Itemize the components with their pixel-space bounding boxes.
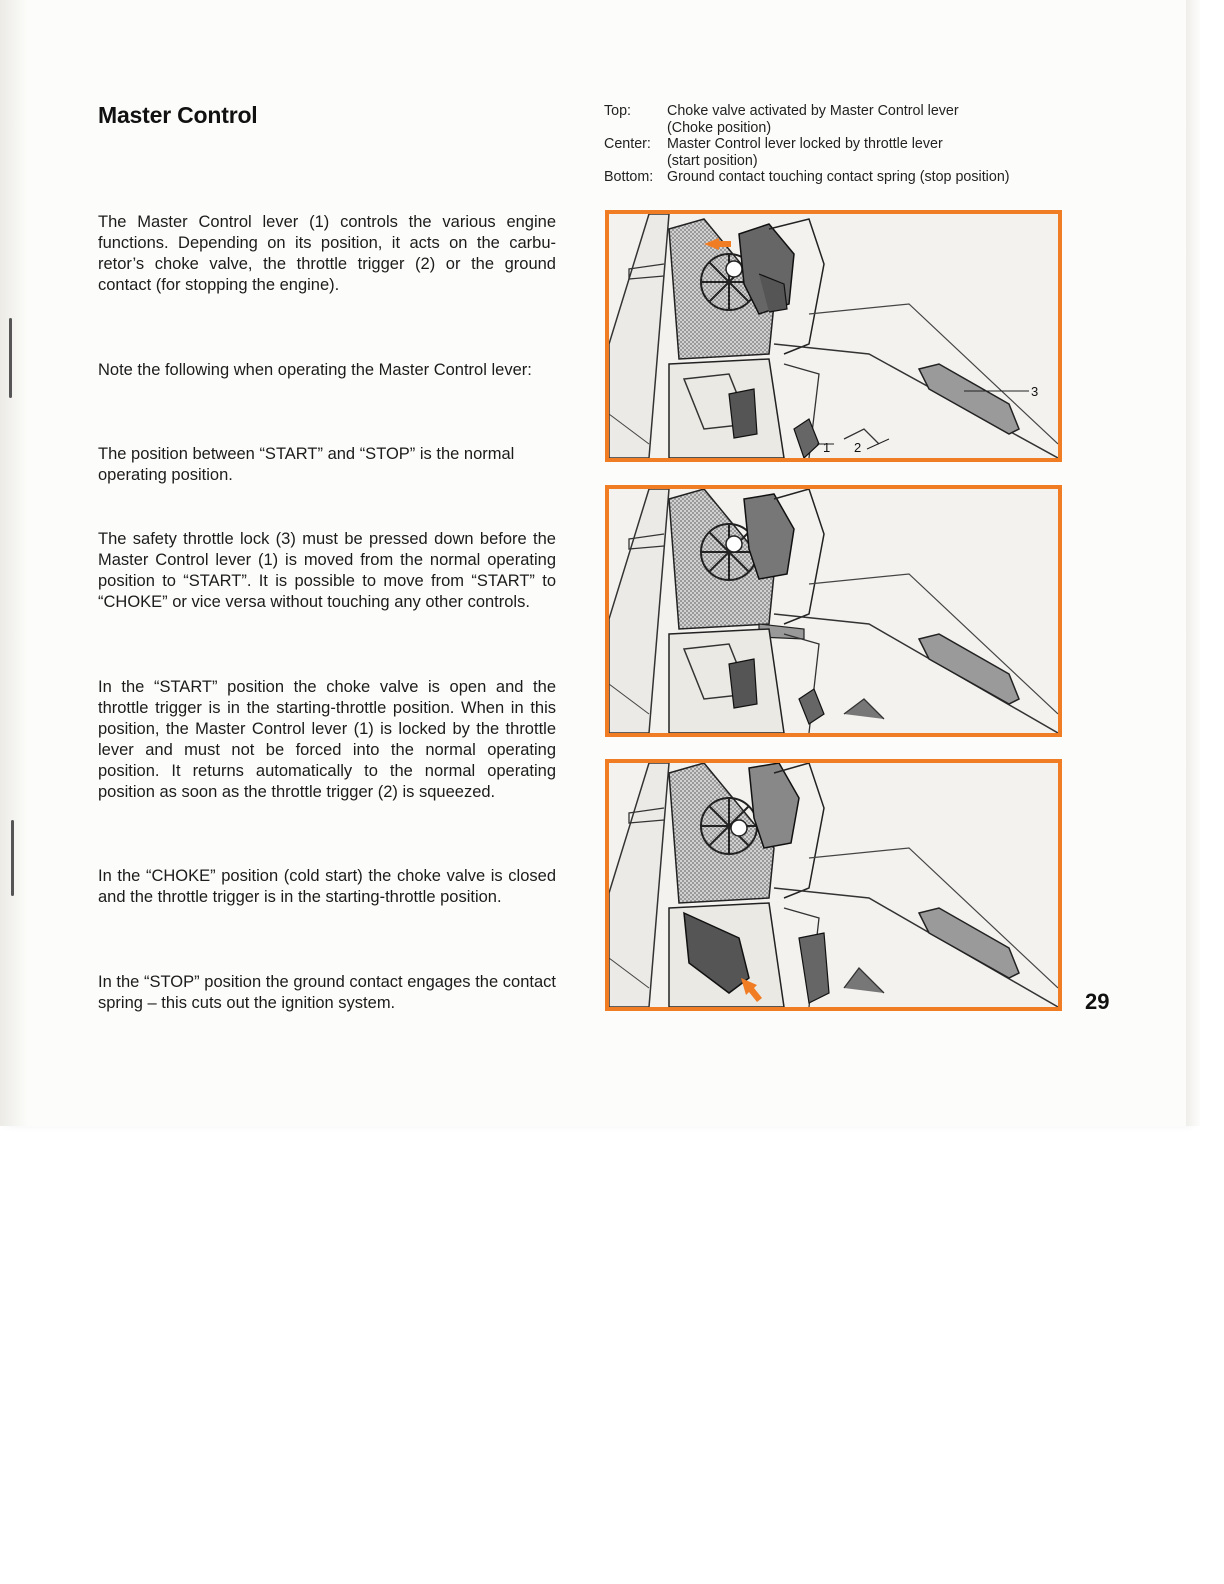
paragraph-choke-position: In the “CHOKE” position (cold start) the choke valve is closed and the throttle trigger is in the starting-throttle position.: [98, 867, 556, 906]
figure-captions: [604, 103, 1074, 186]
caption-line: (Choke position): [667, 119, 772, 136]
caption-line: Ground contact touching contact spring (stop position): [667, 169, 1010, 186]
callout-2: 2: [854, 440, 862, 455]
caption-text: [667, 169, 1074, 186]
caption-line: (start position): [667, 152, 758, 169]
caption-label: Bottom:: [604, 169, 654, 186]
illustration-start-position: [605, 485, 1062, 737]
saw-drawing: [609, 214, 1058, 458]
paragraph-note: Note the following when operating the Master Control lever:: [98, 361, 532, 379]
callout-1: 1: [823, 440, 831, 455]
paragraph-stop-position: In the “STOP” position the ground contact engages the contact spring – this cuts out the ignition system.: [98, 973, 556, 1012]
caption-label: Top:: [604, 103, 632, 119]
illustration-choke-position: [605, 210, 1062, 462]
binding-mark: [9, 318, 12, 398]
caption-label: Center:: [604, 136, 651, 153]
illustration-stop-position: [605, 759, 1062, 1011]
page-edge: [1186, 0, 1200, 1126]
page-title: Master Control: [98, 102, 258, 128]
paragraph-normal-position: The position between “START” and “STOP” is the normal operating position.: [98, 445, 515, 484]
page-number: 29: [1085, 989, 1110, 1014]
binding-mark: [11, 820, 14, 896]
saw-drawing: [609, 489, 1058, 733]
paragraph-master-control-intro: The Master Control lever (1) controls the various engine functions. Depending on its position, it acts on the carbu-retor’s choke valve, the throttle trigger (2) or the ground contact (for stopping the engine).: [98, 213, 556, 294]
binding-shadow: [0, 0, 28, 1126]
saw-drawing: [609, 763, 1058, 1007]
caption-top: [604, 103, 1074, 136]
caption-line: Master Control lever locked by throttle lever: [667, 136, 943, 153]
caption-line: Choke valve activated by Master Control lever: [667, 103, 959, 119]
paragraph-safety-lock: The safety throttle lock (3) must be pressed down before the Master Control lever (1) is moved from the normal operating position to “START”. It is possible to move from “START” to “CHOKE” or vice versa without touching any other controls.: [98, 530, 556, 611]
callout-3: 3: [1031, 384, 1039, 399]
caption-bottom: [604, 169, 1074, 186]
caption-center: [604, 136, 1074, 169]
caption-text: [667, 103, 1074, 136]
caption-text: [667, 136, 1074, 169]
paragraph-start-position: In the “START” position the choke valve is open and the throttle trigger is in the starting-throttle position. When in this position, the Master Control lever (1) is locked by the throttle lever and must not be forced into the normal operating position. It returns automatically to the normal operating position as soon as the throttle trigger (2) is squeezed.: [98, 678, 556, 801]
